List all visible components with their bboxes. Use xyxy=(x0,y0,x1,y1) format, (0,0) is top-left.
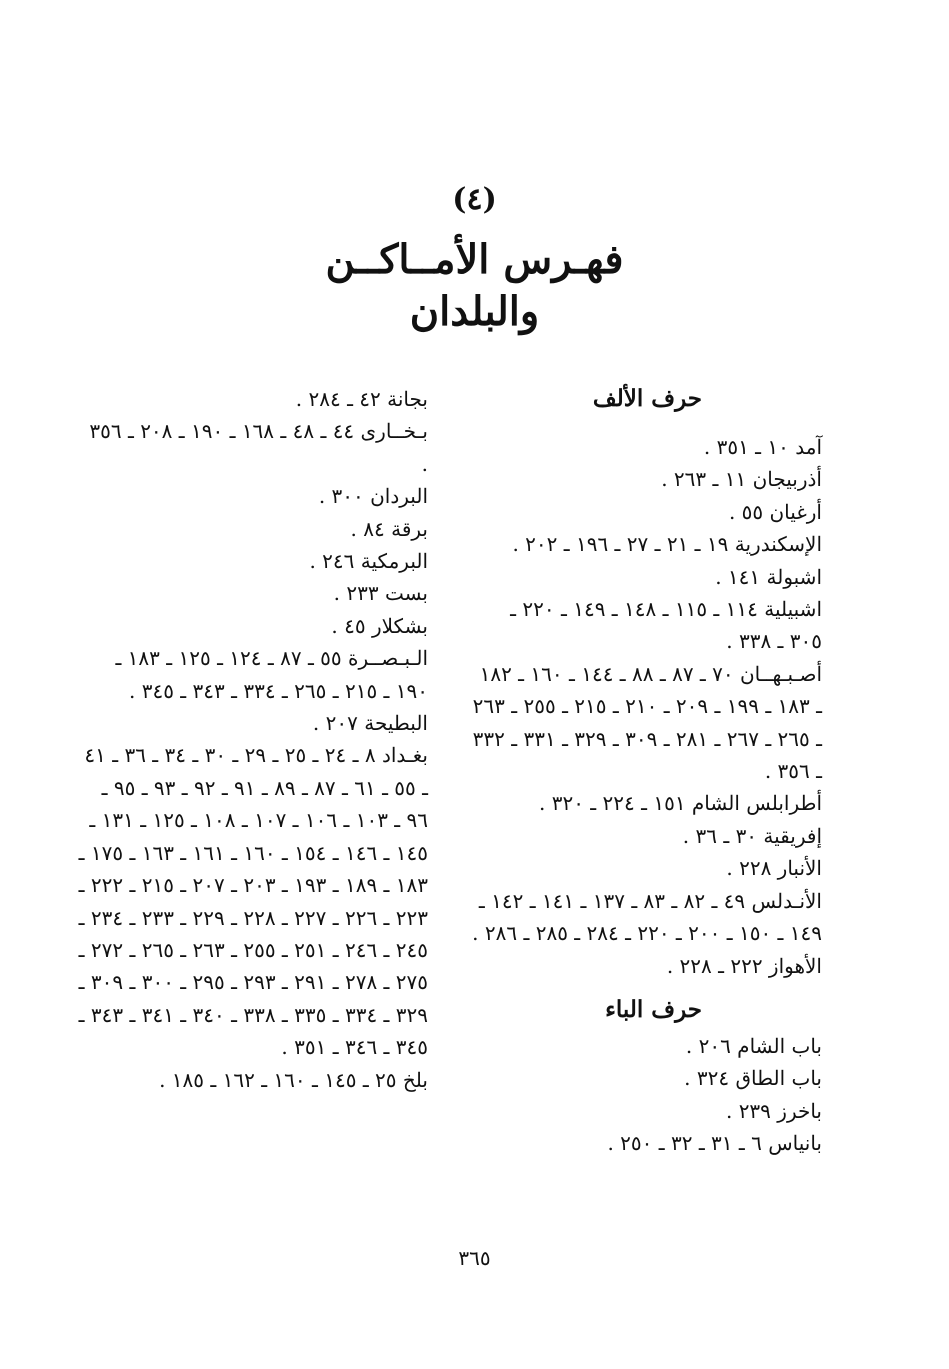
index-entry: اشبيلية ١١٤ ـ ١١٥ ـ ١٤٨ ـ ١٤٩ ـ ٢٢٠ ـ ٣٠٥ ـ ٣٣٨ . xyxy=(510,597,822,654)
index-entry: إفريقية ٣٠ ـ ٣٦ . xyxy=(682,823,822,848)
index-entry: بلخ ٢٥ ـ ١٤٥ ـ ١٦٠ ـ ١٦٢ ـ ١٨٥ . xyxy=(159,1067,428,1092)
index-entry: الـبـصــرة ٥٥ ـ ٨٧ ـ ١٢٤ ـ ١٢٥ ـ ١٨٣ ـ ١٩٠ ـ ٢١٥ ـ ٢٦٥ ـ ٣٣٤ ـ ٣٤٣ ـ ٣٤٥ . xyxy=(115,646,428,703)
index-entry: بست ٢٣٣ . xyxy=(333,581,428,606)
entry-list-alif xyxy=(472,431,822,982)
index-entry: البردان ٣٠٠ . xyxy=(318,484,428,509)
index-entry: باب الطاق ٣٢٤ . xyxy=(684,1066,822,1091)
index-entry: أرغيان ٥٥ . xyxy=(728,499,822,524)
index-entry: باب الشام ٢٠٦ . xyxy=(685,1033,822,1058)
index-entry: برقة ٨٤ . xyxy=(350,516,428,541)
index-entry: بغـداد ٨ ـ ٢٤ ـ ٢٥ ـ ٢٩ ـ ٣٠ ـ ٣٤ ـ ٣٦ ـ ٤١ ـ ٥٥ ـ ٦١ ـ ٨٧ ـ ٨٩ ـ ٩١ ـ ٩٢ ـ ٩٣ ـ ٩٥ ـ ٩٦ ـ ١٠٣ ـ ١٠٦ ـ ١٠٧ ـ ١٠٨ ـ ١٢٥ ـ ١٣١ ـ ١٤٥ ـ ١٤٦ ـ ١٥٤ ـ ١٦٠ ـ ١٦١ ـ ١٦٣ ـ ١٧٥ ـ ١٨٣ ـ ١٨٩ ـ ١٩٣ ـ ٢٠٣ ـ ٢٠٧ ـ ٢١٥ ـ ٢٢٢ ـ ٢٢٣ ـ ٢٢٦ ـ ٢٢٧ ـ ٢٢٨ ـ ٢٢٩ ـ ٢٣٣ ـ ٢٣٤ ـ ٢٤٥ ـ ٢٤٦ ـ ٢٥١ ـ ٢٥٥ ـ ٢٦٣ ـ ٢٦٥ ـ ٢٧٢ ـ ٢٧٥ ـ ٢٧٨ ـ ٢٩١ ـ ٢٩٣ ـ ٢٩٥ ـ ٣٠٠ ـ ٣٠٩ ـ ٣٢٩ ـ ٣٣٤ ـ ٣٣٥ ـ ٣٣٨ ـ ٣٤٠ ـ ٣٤١ ـ ٣٤٣ ـ ٣٤٥ ـ ٣٤٦ ـ ٣٥١ . xyxy=(78,743,428,1060)
index-entry: الأهواز ٢٢٢ ـ ٢٢٨ . xyxy=(666,953,822,978)
index-entry: بانياس ٦ ـ ٣١ ـ ٣٢ ـ ٢٥٠ . xyxy=(607,1131,822,1156)
index-entry: أصـبـهــان ٧٠ ـ ٨٧ ـ ٨٨ ـ ١٤٤ ـ ١٦٠ ـ ١٨٢ ـ ١٨٣ ـ ١٩٩ ـ ٢٠٩ ـ ٢١٠ ـ ٢١٥ ـ ٢٥٥ ـ ٢٦٣ ـ ٢٦٥ ـ ٢٦٧ ـ ٢٨١ ـ ٣٠٩ ـ ٣٢٩ ـ ٣٣١ ـ ٣٣٢ ـ ٣٥٦ . xyxy=(472,661,822,784)
index-column-left xyxy=(78,383,428,1096)
entry-list-ba xyxy=(472,1030,822,1160)
index-entry: البرمكية ٢٤٦ . xyxy=(309,549,428,574)
index-entry: بشكلار ٤٥ . xyxy=(331,613,428,638)
index-entry: بـخــارى ٤٤ ـ ٤٨ ـ ١٦٨ ـ ١٩٠ ـ ٢٠٨ ـ ٣٥٦ . xyxy=(89,419,428,476)
index-entry: آمد ١٠ ـ ٣٥١ . xyxy=(703,435,822,459)
index-entry: بجانة ٤٢ ـ ٢٨٤ . xyxy=(295,387,428,411)
letter-header-alif: حرف الألف xyxy=(592,385,702,412)
index-entry: البطيحة ٢٠٧ . xyxy=(312,711,428,736)
index-entry: الإسكندرية ١٩ ـ ٢١ ـ ٢٧ ـ ١٩٦ ـ ٢٠٢ . xyxy=(512,532,822,557)
index-entry: باخرز ٢٣٩ . xyxy=(725,1098,822,1123)
section-number: (٤) xyxy=(452,182,497,217)
letter-header-ba: حرف الباء xyxy=(605,995,702,1023)
index-entry: اشبولة ١٤١ . xyxy=(715,564,822,589)
page-title: فهـرس الأمــاكــن xyxy=(325,236,624,283)
page-number: ٣٦٥ xyxy=(458,1246,491,1270)
page-subtitle: والبلدان xyxy=(409,288,540,335)
index-column-right xyxy=(472,383,822,1160)
index-entry: الأنبار ٢٢٨ . xyxy=(726,856,822,881)
index-entry: أذربيجان ١١ ـ ٢٦٣ . xyxy=(661,467,822,492)
index-entry: الأنـدلس ٤٩ ـ ٨٢ ـ ٨٣ ـ ١٣٧ ـ ١٤١ ـ ١٤٢ ـ ١٤٩ ـ ١٥٠ ـ ٢٠٠ ـ ٢٢٠ ـ ٢٨٤ ـ ٢٨٥ ـ ٢٨٦ . xyxy=(472,888,822,946)
index-entry: أطرابلس الشام ١٥١ ـ ٢٢٤ ـ ٣٢٠ . xyxy=(538,791,822,816)
